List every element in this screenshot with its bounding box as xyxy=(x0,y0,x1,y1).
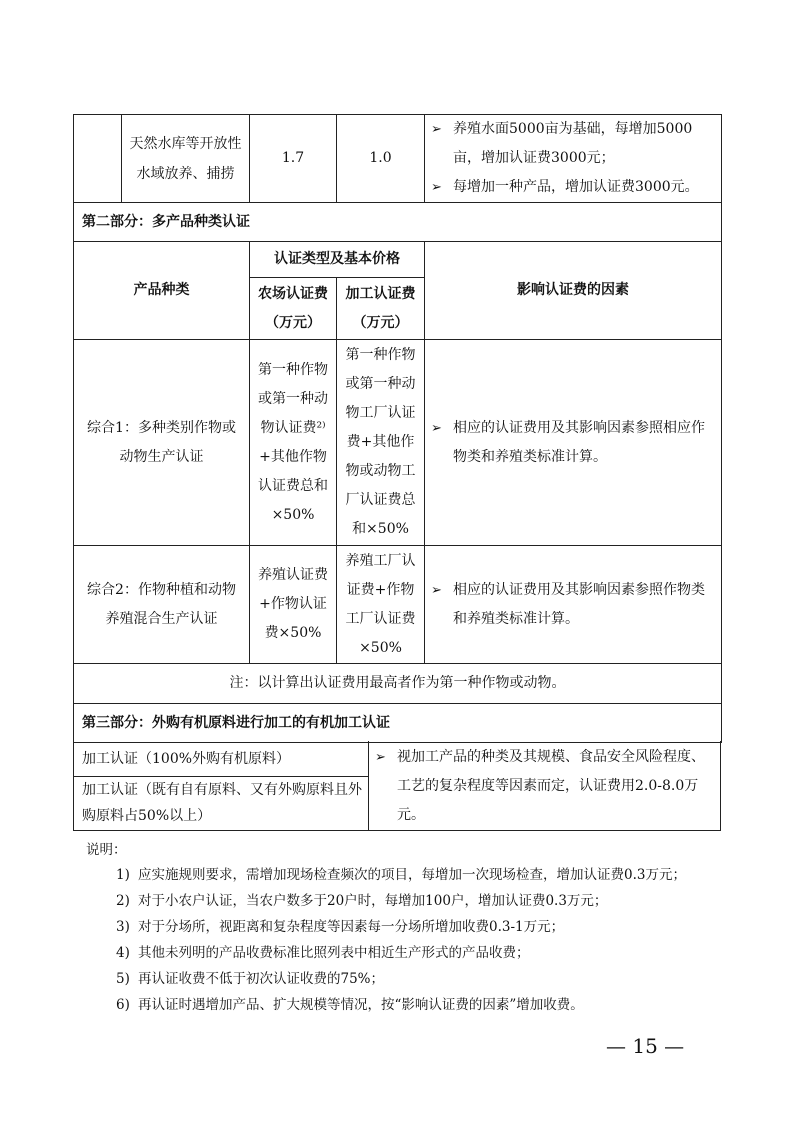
product-name-cell: 综合1：多种类别作物或动物生产认证 xyxy=(74,340,250,546)
note-item: 4) 其他未列明的产品收费标准比照列表中相近生产形式的产品收费； xyxy=(116,945,530,961)
farm-fee-cell: 养殖认证费+作物认证费×50% xyxy=(250,546,337,664)
note-item: 2) 对于小农户认证，当农户数多于20户时，每增加100户，增加认证费0.3万元； xyxy=(116,893,608,909)
list-item: ➢ 视加工产品的种类及其规模、食品安全风险程度、工艺的复杂程度等因素而定，认证费用2.0-8.0万元。 xyxy=(369,743,721,830)
header-processing: 加工认证费（万元） xyxy=(337,278,425,340)
part2-title: 第二部分：多产品种类认证 xyxy=(74,203,722,242)
page-number: — 15 — xyxy=(606,1034,685,1058)
section-title-row xyxy=(74,203,722,242)
fee-table xyxy=(73,114,721,743)
header-farm: 农场认证费（万元） xyxy=(250,278,337,340)
arrow-bullet-icon: ➢ xyxy=(375,750,386,765)
header-product: 产品种类 xyxy=(74,242,250,340)
farm-fee-cell: 1.7 xyxy=(250,115,337,203)
empty-cell xyxy=(74,115,122,203)
part3-title: 第三部分：外购有机原料进行加工的有机加工认证 xyxy=(74,704,722,743)
processing-fee-cell: 1.0 xyxy=(337,115,425,203)
notes-section xyxy=(86,838,726,1018)
note-item: 1) 应实施规则要求，需增加现场检查频次的项目，每增加一次现场检查，增加认证费0.3万元； xyxy=(116,867,686,883)
part2-note: 注：以计算出认证费用最高者作为第一种作物或动物。 xyxy=(74,664,722,704)
table-row xyxy=(74,115,722,203)
arrow-bullet-icon: ➢ xyxy=(431,122,442,137)
product-name-cell: 综合2：作物种植和动物养殖混合生产认证 xyxy=(74,546,250,664)
processing-fee-cell: 养殖工厂认证费+作物工厂认证费×50% xyxy=(337,546,425,664)
note-item: 6) 再认证时遇增加产品、扩大规模等情况，按“影响认证费的因素”增加收费。 xyxy=(116,997,584,1013)
list-item: ➢ 每增加一种产品，增加认证费3000元。 xyxy=(425,173,721,202)
part3-left xyxy=(74,741,368,830)
note-item: 3) 对于分场所，视距离和复杂程度等因素每一分场所增加收费0.3-1万元； xyxy=(116,919,565,935)
part3-body xyxy=(73,741,721,831)
arrow-bullet-icon: ➢ xyxy=(431,180,442,195)
section-title-row xyxy=(74,704,722,743)
note-item: 5) 再认证收费不低于初次认证收费的75%； xyxy=(116,971,385,987)
notes-title: 说明： xyxy=(86,842,127,858)
list-item: ➢ 相应的认证费用及其影响因素参照相应作物类和养殖类标准计算。 xyxy=(425,414,721,472)
header-factors: 影响认证费的因素 xyxy=(425,242,722,340)
product-name-cell: 天然水库等开放性水域放养、捕捞 xyxy=(122,115,250,203)
table-row xyxy=(74,664,722,704)
farm-fee-cell: 第一种作物或第一种动物认证费²⁾+其他作物认证费总和×50% xyxy=(250,340,337,546)
list-item: ➢ 养殖水面5000亩为基础，每增加5000亩，增加认证费3000元； xyxy=(425,115,721,173)
table-header-row xyxy=(74,242,722,278)
list-item: ➢ 相应的认证费用及其影响因素参照作物类和养殖类标准计算。 xyxy=(425,576,721,634)
factors-cell xyxy=(425,340,722,546)
arrow-bullet-icon: ➢ xyxy=(431,420,442,436)
processing-fee-cell: 第一种作物或第一种动物工厂认证费+其他作物或动物工厂认证费总和×50% xyxy=(337,340,425,546)
factors-cell xyxy=(425,546,722,664)
table-row xyxy=(74,340,722,546)
factors-cell xyxy=(425,115,722,203)
table-row xyxy=(74,546,722,664)
arrow-bullet-icon: ➢ xyxy=(431,582,442,598)
part3-row-1: 加工认证（100%外购有机原料） xyxy=(74,741,368,777)
header-type: 认证类型及基本价格 xyxy=(250,242,425,278)
part3-factors-cell xyxy=(368,741,721,830)
part3-row-2: 加工认证（既有自有原料、又有外购原料且外购原料占50%以上） xyxy=(82,782,362,824)
